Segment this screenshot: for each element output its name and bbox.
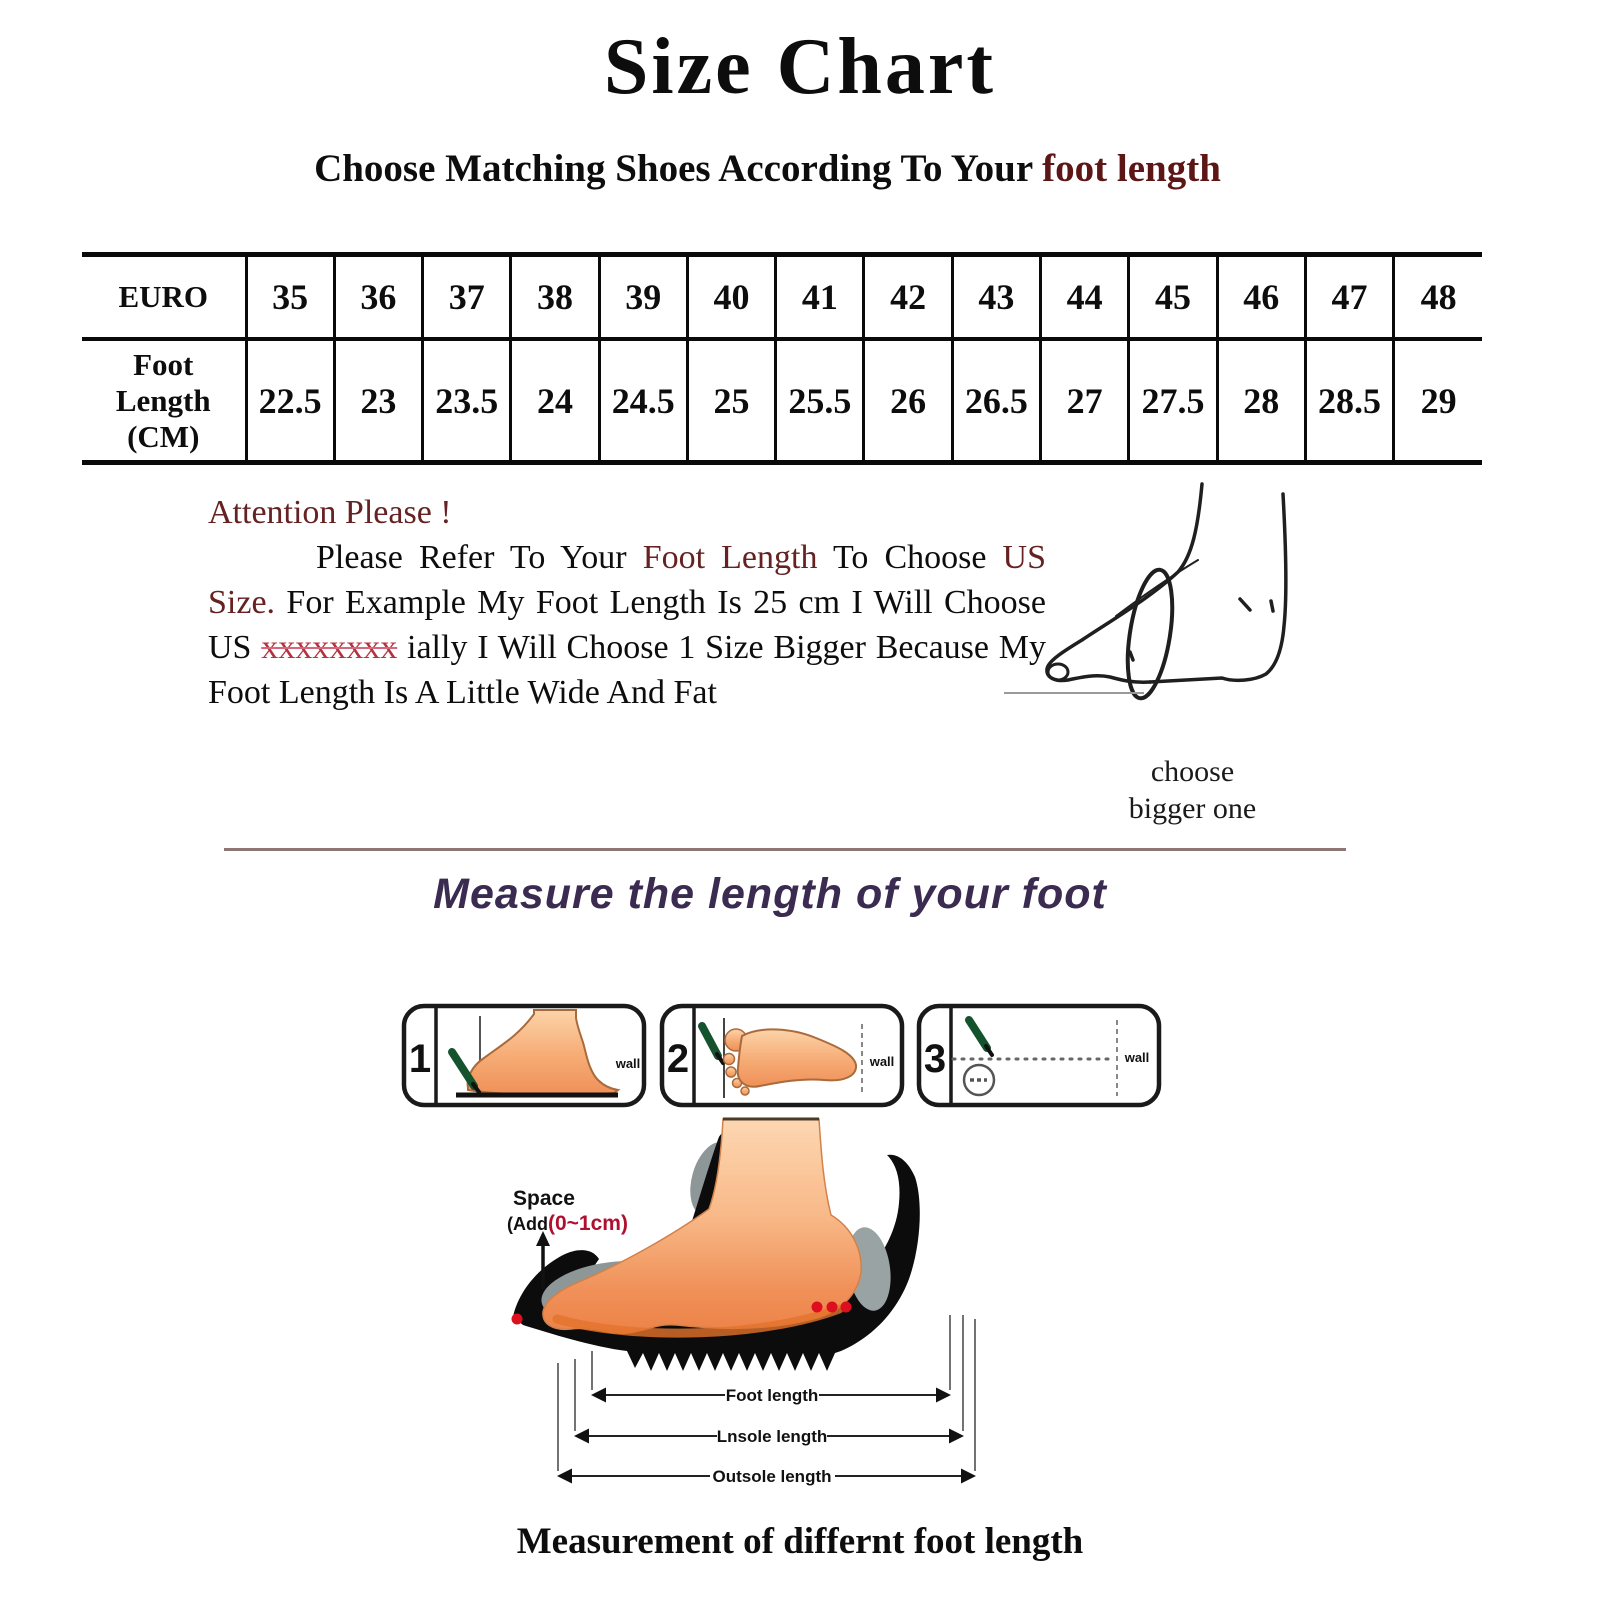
bottom-caption: Measurement of differnt foot length	[516, 1521, 1084, 1562]
subtitle-text: Choose Matching Shoes According To Your	[314, 147, 1043, 190]
attention-block	[208, 490, 1046, 715]
measure-section-heading: Measure the length of your foot	[433, 870, 1107, 918]
foot-sketch-illustration	[1020, 468, 1320, 728]
size-cell: 28	[1217, 339, 1305, 463]
size-cell: 23.5	[423, 339, 511, 463]
section-divider	[224, 848, 1346, 851]
attention-seg2: Foot Length	[642, 539, 818, 576]
sketch-caption-line1: choose	[1150, 755, 1235, 788]
attention-crossed-text: xxxxxxxx	[261, 629, 398, 666]
attention-seg4: US Size.	[208, 539, 1047, 621]
step-number: 1	[408, 1037, 432, 1081]
table-row	[82, 339, 1482, 463]
attention-seg5: For Example My Foot Length Is 25 cm I Will Choose US	[208, 584, 1046, 666]
pointer-line	[1004, 692, 1144, 694]
subtitle-highlight: foot length	[1042, 147, 1221, 190]
size-cell: 27.5	[1129, 339, 1217, 463]
sketch-caption	[1085, 753, 1300, 827]
table-row	[82, 255, 1482, 340]
size-cell: 37	[423, 255, 511, 340]
space-value: (0~1cm)	[547, 1212, 628, 1235]
sketch-caption-line2: bigger one	[1128, 792, 1257, 825]
wall-label: wall	[869, 1054, 895, 1069]
size-cell: 24.5	[599, 339, 687, 463]
attention-seg1: Please Refer To Your	[316, 539, 643, 576]
attention-seg7: ially I Will Choose 1 Size Bigger Because My Foot Length Is A Little Wide And Fat	[208, 629, 1046, 711]
size-cell: 46	[1217, 255, 1305, 340]
panel-border	[919, 1006, 1159, 1105]
row-header: Foot Length (CM)	[82, 339, 246, 463]
size-cell: 36	[334, 255, 422, 340]
size-cell: 26.5	[952, 339, 1040, 463]
size-cell: 23	[334, 339, 422, 463]
subtitle	[0, 146, 1535, 191]
size-cell: 29	[1420, 380, 1457, 421]
size-cell: 22.5	[246, 339, 334, 463]
size-cell: 27	[1041, 339, 1129, 463]
size-cell: 25.5	[776, 339, 864, 463]
measure-step-3-panel	[915, 1002, 1163, 1109]
tape-measure-icon	[964, 1065, 994, 1095]
size-cell: 43	[952, 255, 1040, 340]
size-cell: 38	[511, 255, 599, 340]
size-cell: 25	[687, 339, 775, 463]
page-title: Size Chart	[603, 23, 997, 111]
size-cell: 48	[1394, 255, 1482, 340]
space-value-label	[507, 1212, 628, 1235]
measure-step-1-panel	[400, 1002, 648, 1109]
attention-paragraph	[208, 535, 1046, 715]
step-number: 3	[923, 1037, 947, 1081]
foot-length-label: Foot length	[725, 1386, 819, 1405]
wall-label: wall	[1124, 1050, 1150, 1065]
size-cell: 44	[1041, 255, 1129, 340]
size-cell: 28.5	[1305, 339, 1393, 463]
size-cell: 42	[864, 255, 952, 340]
measure-step-2-panel	[658, 1002, 906, 1109]
size-cell: 26	[864, 339, 952, 463]
size-cell: 39	[599, 255, 687, 340]
size-cell: 35	[246, 255, 334, 340]
attention-heading: Attention Please !	[208, 494, 452, 531]
size-table-body	[82, 255, 1482, 463]
space-label: Space	[513, 1187, 575, 1210]
shoe-measurement-diagram	[505, 1113, 1115, 1510]
row-header: EURO	[82, 255, 246, 340]
insole-length-label: Lnsole length	[716, 1427, 828, 1446]
size-cell: 41	[776, 255, 864, 340]
space-value-prefix: (Add	[507, 1214, 548, 1234]
size-cell: 40	[687, 255, 775, 340]
wall-label: wall	[615, 1056, 641, 1071]
size-table	[82, 252, 1482, 465]
attention-seg3: To Choose	[817, 539, 1003, 576]
size-cell: 47	[1305, 255, 1393, 340]
size-cell: 45	[1129, 255, 1217, 340]
outsole-length-label: Outsole length	[712, 1467, 832, 1486]
step-number: 2	[666, 1037, 690, 1081]
size-cell: 24	[511, 339, 599, 463]
